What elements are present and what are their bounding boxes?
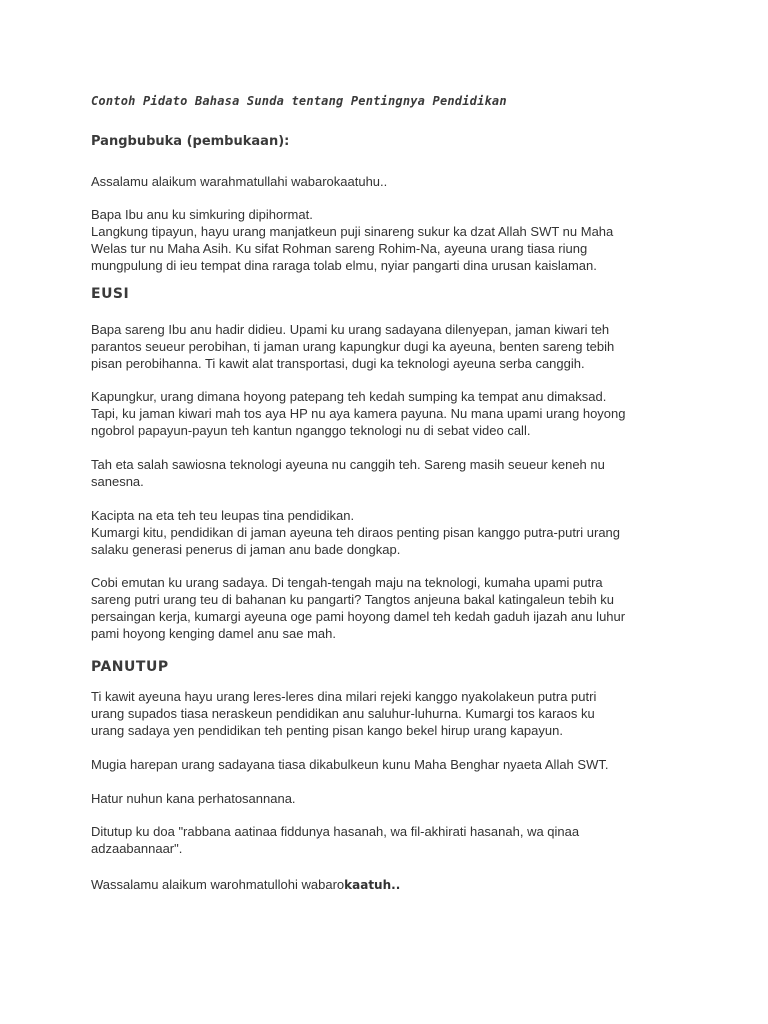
text-line: Bapa Ibu anu ku simkuring dipihormat. bbox=[91, 207, 313, 222]
eusi-paragraph-5 bbox=[91, 574, 681, 642]
text-line: persaingan kerja, kumargi ayeuna oge pami hoyong damel teh kedah gaduh ijazah anu luhur bbox=[91, 609, 626, 624]
text-line: Cobi emutan ku urang sadaya. Di tengah-tengah maju na teknologi, kumaha upami putra bbox=[91, 575, 603, 590]
panutup-heading: PANUTUP bbox=[91, 659, 169, 675]
text-line: sareng putri urang teu di bahanan ku pangarti? Tangtos anjeuna bakal katingaleun tebih ku bbox=[91, 592, 615, 607]
text-line: Ti kawit ayeuna hayu urang leres-leres dina milari rejeki kanggo nyakolakeun putra putri bbox=[91, 689, 597, 704]
intro-paragraph bbox=[91, 206, 681, 274]
text-line: Tah eta salah sawiosna teknologi ayeuna nu canggih teh. Sareng masih seueur keneh nu bbox=[91, 457, 605, 472]
text-line: Hatur nuhun kana perhatosannana. bbox=[91, 791, 296, 806]
text-line: Bapa sareng Ibu anu hadir didieu. Upami ku urang sadayana dilenyepan, jaman kiwari teh bbox=[91, 322, 610, 337]
text-line: Kacipta na eta teh teu leupas tina pendidikan. bbox=[91, 508, 355, 523]
text-line: Ditutup ku doa "rabbana aatinaa fiddunya hasanah, wa fil-akhirati hasanah, wa qinaa bbox=[91, 824, 580, 839]
text-line: ngobrol papayun-payun teh kantun nganggo teknologi nu di sebat video call. bbox=[91, 423, 531, 438]
text-line: Kumargi kitu, pendidikan di jaman ayeuna teh diraos penting pisan kanggo putra-putri urang bbox=[91, 525, 621, 540]
eusi-paragraph-2 bbox=[91, 388, 681, 439]
salam-open-paragraph bbox=[91, 173, 681, 190]
text-line: adzaabannaar". bbox=[91, 841, 183, 856]
text-line: salaku generasi penerus di jaman anu bade dongkap. bbox=[91, 542, 401, 557]
text-line: mungpulung di ieu tempat dina raraga tolab elmu, nyiar pangarti dina urusan kaislaman. bbox=[91, 258, 597, 273]
text-line: Tapi, ku jaman kiwari mah tos aya HP nu aya kamera payuna. Nu mana upami urang hoyong bbox=[91, 406, 626, 421]
salam-close-end: kaatuh.. bbox=[344, 878, 401, 892]
eusi-paragraph-1 bbox=[91, 321, 681, 372]
panutup-paragraph-1 bbox=[91, 688, 681, 739]
pembukaan-heading: Pangbubuka (pembukaan): bbox=[91, 134, 290, 149]
text-line: Welas tur nu Maha Asih. Ku sifat Rohman sareng Rohim-Na, ayeuna urang tiasa riung bbox=[91, 241, 588, 256]
eusi-paragraph-3 bbox=[91, 456, 681, 490]
eusi-paragraph-4 bbox=[91, 507, 681, 558]
text-line: Mugia harepan urang sadayana tiasa dikabulkeun kunu Maha Benghar nyaeta Allah SWT. bbox=[91, 757, 609, 772]
text-line: Kapungkur, urang dimana hoyong patepang teh kedah sumping ka tempat anu dimaksad. bbox=[91, 389, 607, 404]
text-line: sanesna. bbox=[91, 474, 144, 489]
doa-paragraph bbox=[91, 823, 681, 857]
text-line: urang supados tiasa neraskeun pendidikan anu saluhur-luhurna. Kumargi tos karaos ku bbox=[91, 706, 595, 721]
text-line bbox=[91, 876, 681, 894]
salam-close-start: Wassalamu alaikum warohmatullohi wabaro bbox=[91, 877, 345, 892]
eusi-heading: EUSI bbox=[91, 286, 130, 302]
salam-close-paragraph bbox=[91, 876, 681, 894]
panutup-paragraph-3 bbox=[91, 790, 681, 807]
document-title: Contoh Pidato Bahasa Sunda tentang Pentingnya Pendidikan bbox=[91, 94, 507, 108]
text-line: pisan perobihanna. Ti kawit alat transportasi, dugi ka teknologi ayeuna serba canggih. bbox=[91, 356, 585, 371]
text-line: Assalamu alaikum warahmatullahi wabarokaatuhu.. bbox=[91, 174, 388, 189]
text-line: urang sadaya yen pendidikan teh penting pisan kango bekel hirup urang kapayun. bbox=[91, 723, 563, 738]
text-line: Langkung tipayun, hayu urang manjatkeun puji sinareng sukur ka dzat Allah SWT nu Maha bbox=[91, 224, 614, 239]
text-line: pami hoyong kenging damel anu sae mah. bbox=[91, 626, 336, 641]
text-line: parantos seueur perobihan, ti jaman urang kapungkur dugi ka ayeuna, benten sareng tebih bbox=[91, 339, 615, 354]
panutup-paragraph-2 bbox=[91, 756, 681, 773]
